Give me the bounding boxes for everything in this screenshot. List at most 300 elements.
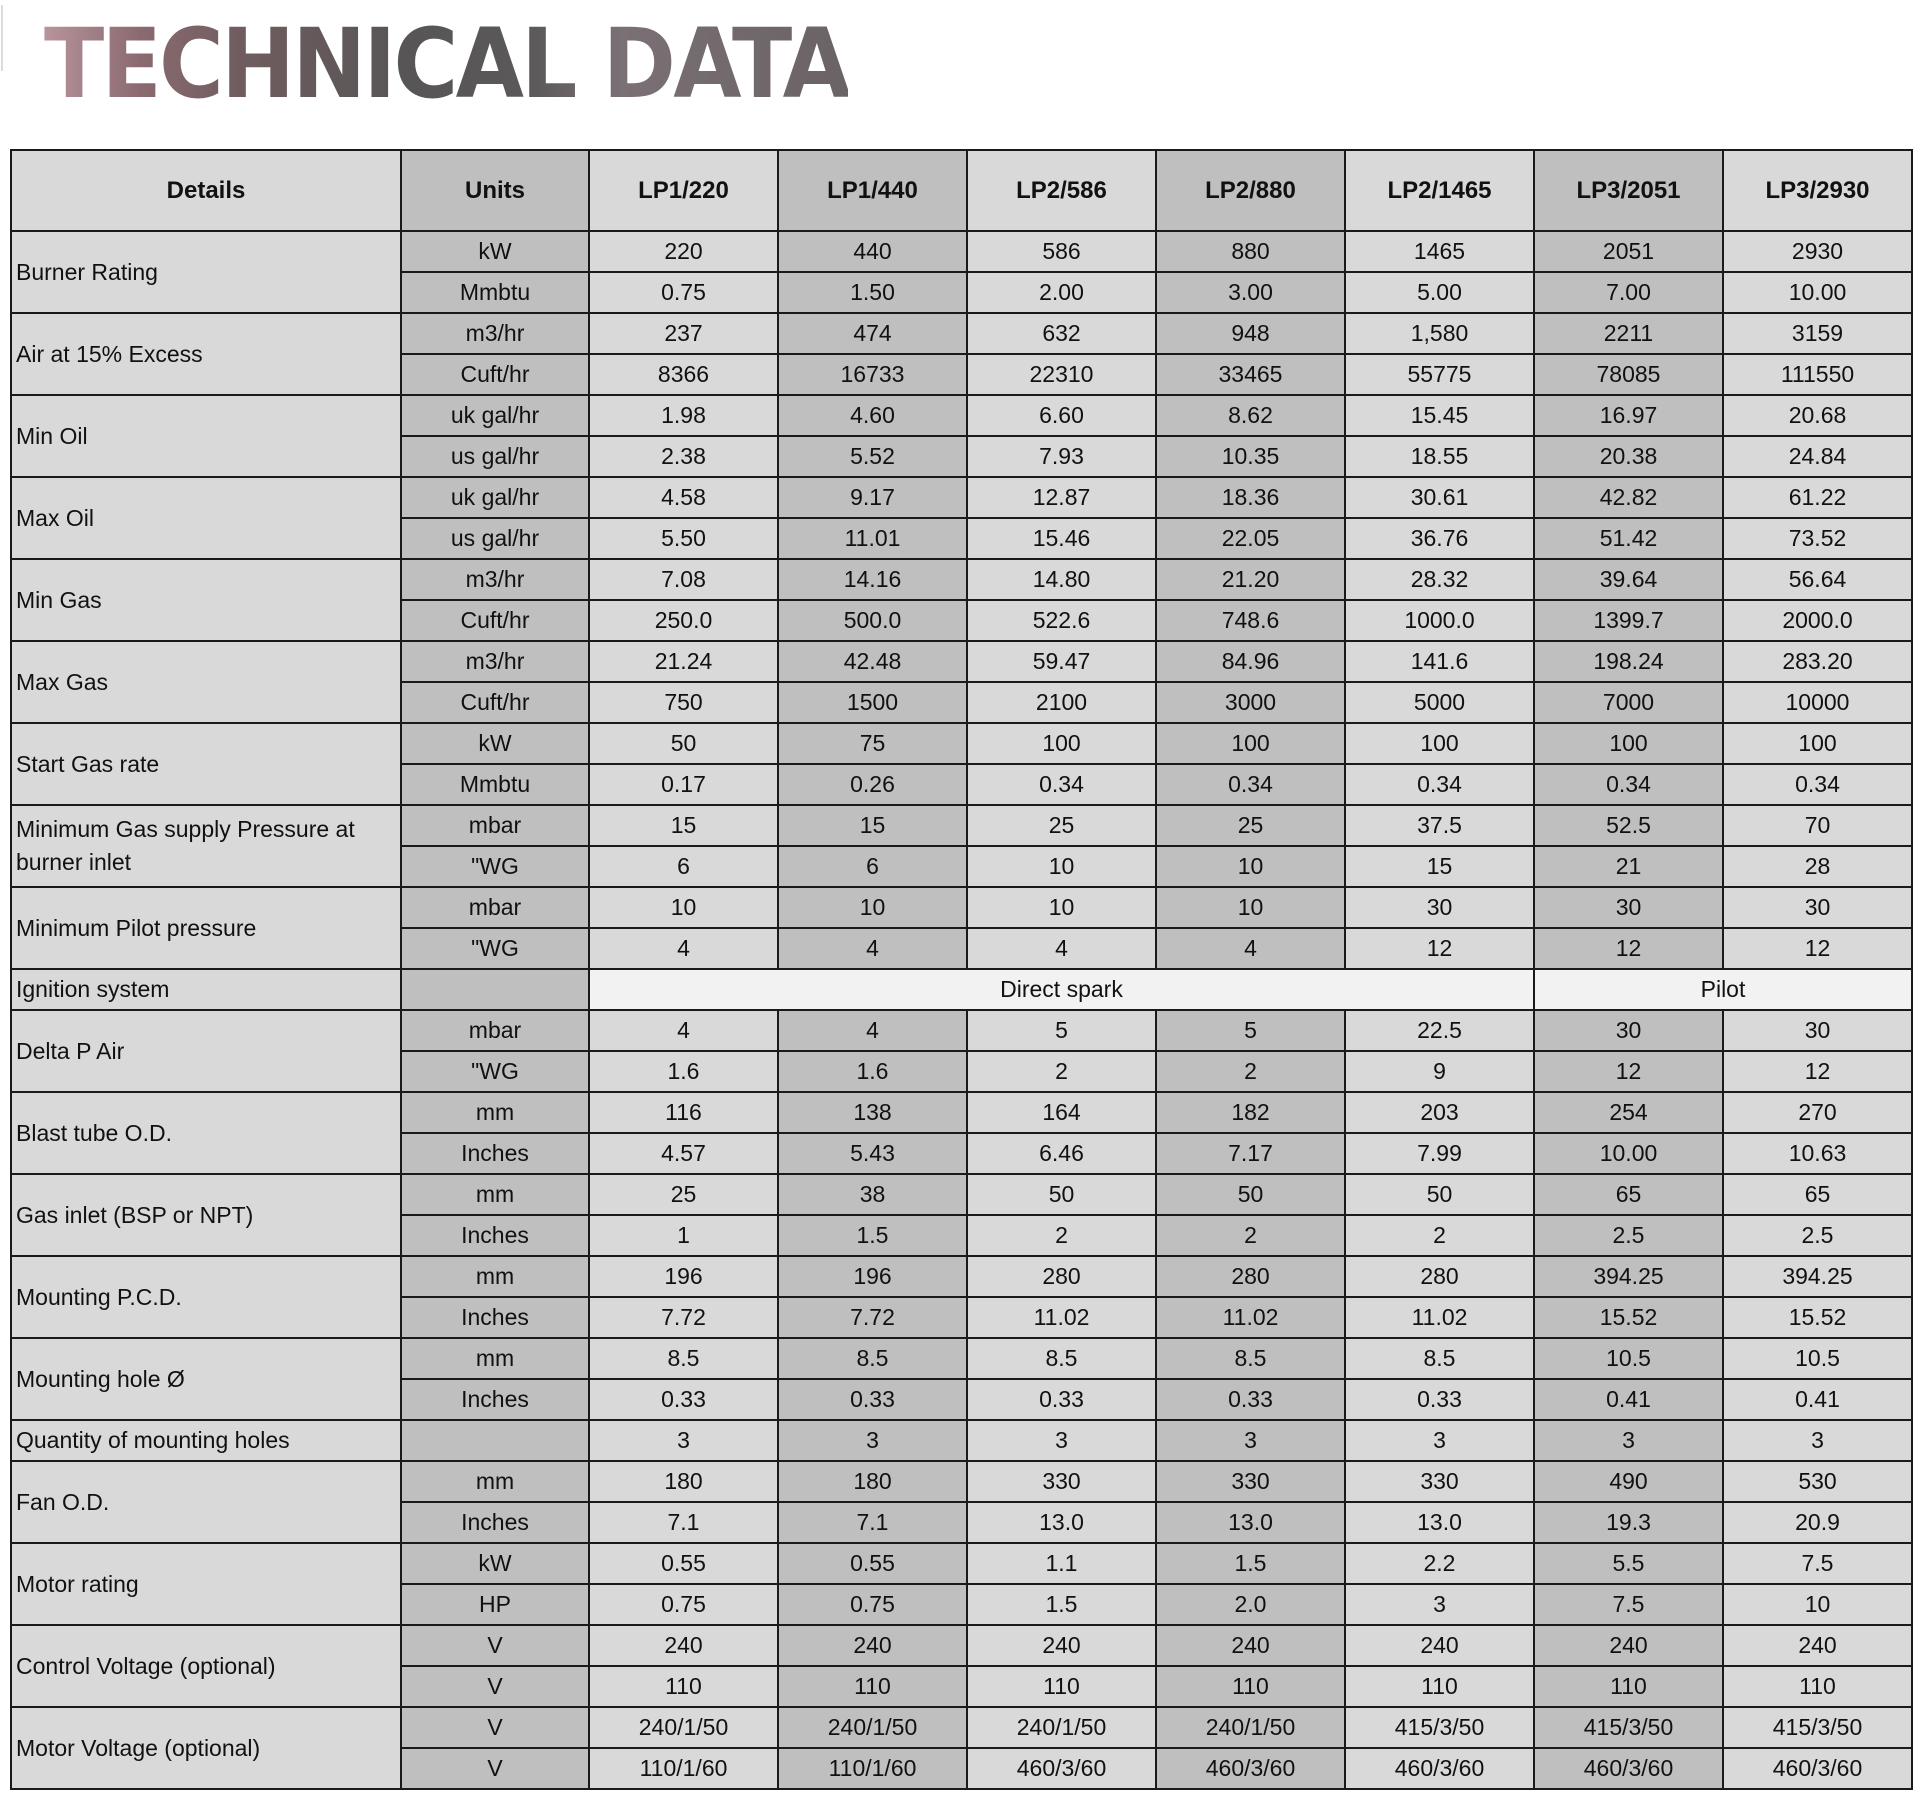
unit-cell: mbar	[401, 887, 589, 928]
value-cell: 4	[778, 928, 967, 969]
value-cell: 240	[1534, 1625, 1723, 1666]
value-cell: 3	[778, 1420, 967, 1461]
value-cell: 1.5	[1156, 1543, 1345, 1584]
unit-cell: mbar	[401, 1010, 589, 1051]
value-cell: 460/3/60	[967, 1748, 1156, 1789]
value-cell: 1000.0	[1345, 600, 1534, 641]
unit-cell: uk gal/hr	[401, 395, 589, 436]
unit-cell: Cuft/hr	[401, 354, 589, 395]
value-cell: 0.34	[1534, 764, 1723, 805]
value-cell: 110	[589, 1666, 778, 1707]
value-cell: 22.5	[1345, 1010, 1534, 1051]
value-cell: 42.48	[778, 641, 967, 682]
value-cell: 460/3/60	[1534, 1748, 1723, 1789]
table-row	[11, 723, 1912, 764]
value-cell: 7.17	[1156, 1133, 1345, 1174]
value-cell: 10	[1156, 887, 1345, 928]
value-cell: 5.43	[778, 1133, 967, 1174]
value-cell: 12	[1534, 1051, 1723, 1092]
value-cell: 30	[1723, 887, 1912, 928]
row-label: Motor Voltage (optional)	[11, 1707, 401, 1789]
row-label: Control Voltage (optional)	[11, 1625, 401, 1707]
value-cell: 52.5	[1534, 805, 1723, 846]
value-cell: 0.17	[589, 764, 778, 805]
unit-cell: Inches	[401, 1379, 589, 1420]
row-label: Blast tube O.D.	[11, 1092, 401, 1174]
value-cell: 4	[967, 928, 1156, 969]
value-cell: 240	[589, 1625, 778, 1666]
value-cell: 65	[1723, 1174, 1912, 1215]
value-cell: 7.93	[967, 436, 1156, 477]
value-cell: 9	[1345, 1051, 1534, 1092]
unit-cell: "WG	[401, 1051, 589, 1092]
value-cell: 8.5	[589, 1338, 778, 1379]
value-cell: 5.5	[1534, 1543, 1723, 1584]
unit-cell: m3/hr	[401, 313, 589, 354]
value-cell: 59.47	[967, 641, 1156, 682]
value-cell: 440	[778, 231, 967, 272]
value-cell: 2.0	[1156, 1584, 1345, 1625]
value-cell: 10.5	[1534, 1338, 1723, 1379]
value-cell: 8.5	[1156, 1338, 1345, 1379]
unit-cell: mm	[401, 1174, 589, 1215]
value-cell: 3	[1345, 1420, 1534, 1461]
value-cell: 15.52	[1723, 1297, 1912, 1338]
unit-cell	[401, 969, 589, 1010]
value-cell: 394.25	[1534, 1256, 1723, 1297]
value-cell: 250.0	[589, 600, 778, 641]
value-cell: 50	[967, 1174, 1156, 1215]
value-cell: 15.52	[1534, 1297, 1723, 1338]
value-cell: 116	[589, 1092, 778, 1133]
table-row	[11, 641, 1912, 682]
value-cell: 203	[1345, 1092, 1534, 1133]
value-cell: 1.6	[778, 1051, 967, 1092]
row-label: Min Gas	[11, 559, 401, 641]
value-cell: 9.17	[778, 477, 967, 518]
row-label: Gas inlet (BSP or NPT)	[11, 1174, 401, 1256]
value-cell: 4.57	[589, 1133, 778, 1174]
unit-cell: m3/hr	[401, 559, 589, 600]
value-cell: 7.1	[778, 1502, 967, 1543]
row-label: Max Gas	[11, 641, 401, 723]
table-row	[11, 1461, 1912, 1502]
value-cell: 240/1/50	[778, 1707, 967, 1748]
value-cell: 2.38	[589, 436, 778, 477]
value-cell: 632	[967, 313, 1156, 354]
value-cell: 37.5	[1345, 805, 1534, 846]
value-cell: 42.82	[1534, 477, 1723, 518]
value-cell: 240	[967, 1625, 1156, 1666]
header-model: LP3/2051	[1534, 150, 1723, 231]
value-cell: 330	[967, 1461, 1156, 1502]
value-cell: 2.00	[967, 272, 1156, 313]
value-cell: 10.00	[1534, 1133, 1723, 1174]
value-cell: 10	[1156, 846, 1345, 887]
header-model: LP1/220	[589, 150, 778, 231]
row-label: Motor rating	[11, 1543, 401, 1625]
value-cell: 19.3	[1534, 1502, 1723, 1543]
value-cell: 110	[1723, 1666, 1912, 1707]
value-cell: 880	[1156, 231, 1345, 272]
unit-cell: m3/hr	[401, 641, 589, 682]
value-cell: 330	[1156, 1461, 1345, 1502]
unit-cell: kW	[401, 723, 589, 764]
table-row	[11, 969, 1912, 1010]
value-cell: 39.64	[1534, 559, 1723, 600]
value-cell: 10.5	[1723, 1338, 1912, 1379]
value-cell: 73.52	[1723, 518, 1912, 559]
value-cell: 8.62	[1156, 395, 1345, 436]
value-cell: 164	[967, 1092, 1156, 1133]
value-cell: 111550	[1723, 354, 1912, 395]
value-cell: 10	[589, 887, 778, 928]
value-cell: 38	[778, 1174, 967, 1215]
value-cell: 15	[778, 805, 967, 846]
value-cell: 10000	[1723, 682, 1912, 723]
unit-cell: Cuft/hr	[401, 600, 589, 641]
value-cell: 1,580	[1345, 313, 1534, 354]
value-cell: 2	[967, 1051, 1156, 1092]
value-cell: 196	[589, 1256, 778, 1297]
value-cell: 0.41	[1534, 1379, 1723, 1420]
row-label: Air at 15% Excess	[11, 313, 401, 395]
value-cell: 0.75	[778, 1584, 967, 1625]
value-cell: 2.5	[1723, 1215, 1912, 1256]
value-cell: 100	[1345, 723, 1534, 764]
value-cell: 490	[1534, 1461, 1723, 1502]
row-label: Mounting P.C.D.	[11, 1256, 401, 1338]
value-cell: 8366	[589, 354, 778, 395]
value-cell: 280	[1156, 1256, 1345, 1297]
value-cell: 1.5	[778, 1215, 967, 1256]
value-cell: 21	[1534, 846, 1723, 887]
value-cell: 240	[778, 1625, 967, 1666]
unit-cell: mm	[401, 1092, 589, 1133]
value-cell: 254	[1534, 1092, 1723, 1133]
value-cell: 7.72	[778, 1297, 967, 1338]
value-cell: 2211	[1534, 313, 1723, 354]
value-cell: 5.50	[589, 518, 778, 559]
value-cell: 28	[1723, 846, 1912, 887]
value-cell: 2.5	[1534, 1215, 1723, 1256]
value-cell: 10	[1723, 1584, 1912, 1625]
table-row	[11, 887, 1912, 928]
table-row	[11, 1338, 1912, 1379]
value-cell: 5	[1156, 1010, 1345, 1051]
unit-cell: kW	[401, 231, 589, 272]
value-cell: 0.33	[1345, 1379, 1534, 1420]
value-cell: 61.22	[1723, 477, 1912, 518]
value-cell: 24.84	[1723, 436, 1912, 477]
value-cell: 240	[1345, 1625, 1534, 1666]
value-cell: 18.55	[1345, 436, 1534, 477]
value-cell: 748.6	[1156, 600, 1345, 641]
unit-cell: mm	[401, 1256, 589, 1297]
merged-value-cell: Pilot	[1534, 969, 1912, 1010]
row-label: Quantity of mounting holes	[11, 1420, 401, 1461]
value-cell: 110	[1534, 1666, 1723, 1707]
value-cell: 7.5	[1723, 1543, 1912, 1584]
unit-cell: "WG	[401, 846, 589, 887]
value-cell: 20.9	[1723, 1502, 1912, 1543]
value-cell: 3	[1723, 1420, 1912, 1461]
value-cell: 394.25	[1723, 1256, 1912, 1297]
table-row	[11, 477, 1912, 518]
unit-cell: us gal/hr	[401, 436, 589, 477]
value-cell: 10.35	[1156, 436, 1345, 477]
table-row	[11, 1420, 1912, 1461]
value-cell: 110	[1345, 1666, 1534, 1707]
header-model: LP2/586	[967, 150, 1156, 231]
value-cell: 415/3/50	[1723, 1707, 1912, 1748]
value-cell: 1.98	[589, 395, 778, 436]
table-row	[11, 805, 1912, 846]
value-cell: 237	[589, 313, 778, 354]
row-label: Min Oil	[11, 395, 401, 477]
value-cell: 0.34	[1345, 764, 1534, 805]
value-cell: 3	[967, 1420, 1156, 1461]
value-cell: 3	[1534, 1420, 1723, 1461]
value-cell: 11.02	[1345, 1297, 1534, 1338]
value-cell: 4.58	[589, 477, 778, 518]
value-cell: 110	[1156, 1666, 1345, 1707]
value-cell: 10.63	[1723, 1133, 1912, 1174]
table-row	[11, 395, 1912, 436]
value-cell: 12	[1345, 928, 1534, 969]
value-cell: 14.80	[967, 559, 1156, 600]
value-cell: 1	[589, 1215, 778, 1256]
value-cell: 138	[778, 1092, 967, 1133]
row-label: Delta P Air	[11, 1010, 401, 1092]
value-cell: 240/1/50	[1156, 1707, 1345, 1748]
table-row	[11, 1256, 1912, 1297]
value-cell: 110/1/60	[589, 1748, 778, 1789]
header-model: LP3/2930	[1723, 150, 1912, 231]
value-cell: 5	[967, 1010, 1156, 1051]
value-cell: 30.61	[1345, 477, 1534, 518]
value-cell: 2000.0	[1723, 600, 1912, 641]
unit-cell: Inches	[401, 1502, 589, 1543]
value-cell: 283.20	[1723, 641, 1912, 682]
value-cell: 0.33	[778, 1379, 967, 1420]
table-row	[11, 1174, 1912, 1215]
unit-cell: mm	[401, 1338, 589, 1379]
value-cell: 13.0	[967, 1502, 1156, 1543]
row-label: Ignition system	[11, 969, 401, 1010]
value-cell: 3159	[1723, 313, 1912, 354]
value-cell: 12	[1534, 928, 1723, 969]
value-cell: 33465	[1156, 354, 1345, 395]
value-cell: 8.5	[1345, 1338, 1534, 1379]
unit-cell: V	[401, 1707, 589, 1748]
value-cell: 1465	[1345, 231, 1534, 272]
row-label: Mounting hole Ø	[11, 1338, 401, 1420]
value-cell: 3	[589, 1420, 778, 1461]
value-cell: 1399.7	[1534, 600, 1723, 641]
value-cell: 415/3/50	[1534, 1707, 1723, 1748]
header-units: Units	[401, 150, 589, 231]
value-cell: 65	[1534, 1174, 1723, 1215]
row-label: Fan O.D.	[11, 1461, 401, 1543]
value-cell: 100	[1723, 723, 1912, 764]
value-cell: 522.6	[967, 600, 1156, 641]
value-cell: 50	[1345, 1174, 1534, 1215]
value-cell: 2	[1156, 1051, 1345, 1092]
value-cell: 10	[967, 846, 1156, 887]
value-cell: 2	[1156, 1215, 1345, 1256]
value-cell: 2	[967, 1215, 1156, 1256]
value-cell: 1.50	[778, 272, 967, 313]
value-cell: 30	[1723, 1010, 1912, 1051]
value-cell: 50	[589, 723, 778, 764]
value-cell: 415/3/50	[1345, 1707, 1534, 1748]
value-cell: 3	[1345, 1584, 1534, 1625]
value-cell: 3000	[1156, 682, 1345, 723]
table-row	[11, 1543, 1912, 1584]
value-cell: 141.6	[1345, 641, 1534, 682]
value-cell: 180	[778, 1461, 967, 1502]
unit-cell: Inches	[401, 1297, 589, 1338]
value-cell: 5000	[1345, 682, 1534, 723]
header-model: LP2/880	[1156, 150, 1345, 231]
value-cell: 240	[1156, 1625, 1345, 1666]
value-cell: 20.68	[1723, 395, 1912, 436]
value-cell: 280	[1345, 1256, 1534, 1297]
value-cell: 110	[778, 1666, 967, 1707]
value-cell: 13.0	[1156, 1502, 1345, 1543]
value-cell: 0.41	[1723, 1379, 1912, 1420]
value-cell: 6.46	[967, 1133, 1156, 1174]
value-cell: 1500	[778, 682, 967, 723]
value-cell: 78085	[1534, 354, 1723, 395]
table-row	[11, 231, 1912, 272]
value-cell: 7.08	[589, 559, 778, 600]
value-cell: 6.60	[967, 395, 1156, 436]
value-cell: 240/1/50	[589, 1707, 778, 1748]
value-cell: 4	[778, 1010, 967, 1051]
value-cell: 8.5	[778, 1338, 967, 1379]
value-cell: 240	[1723, 1625, 1912, 1666]
value-cell: 110	[967, 1666, 1156, 1707]
value-cell: 100	[1156, 723, 1345, 764]
unit-cell: Inches	[401, 1215, 589, 1256]
value-cell: 30	[1534, 1010, 1723, 1051]
header-row	[11, 150, 1912, 231]
value-cell: 0.75	[589, 1584, 778, 1625]
value-cell: 10	[778, 887, 967, 928]
value-cell: 25	[1156, 805, 1345, 846]
value-cell: 2	[1345, 1215, 1534, 1256]
value-cell: 270	[1723, 1092, 1912, 1133]
value-cell: 3.00	[1156, 272, 1345, 313]
row-label: Max Oil	[11, 477, 401, 559]
row-label: Start Gas rate	[11, 723, 401, 805]
value-cell: 750	[589, 682, 778, 723]
value-cell: 280	[967, 1256, 1156, 1297]
value-cell: 330	[1345, 1461, 1534, 1502]
value-cell: 474	[778, 313, 967, 354]
value-cell: 7.72	[589, 1297, 778, 1338]
value-cell: 0.33	[967, 1379, 1156, 1420]
value-cell: 0.34	[1723, 764, 1912, 805]
value-cell: 110/1/60	[778, 1748, 967, 1789]
value-cell: 4	[589, 928, 778, 969]
value-cell: 4	[589, 1010, 778, 1051]
value-cell: 15.46	[967, 518, 1156, 559]
value-cell: 12	[1723, 928, 1912, 969]
unit-cell: kW	[401, 1543, 589, 1584]
value-cell: 1.6	[589, 1051, 778, 1092]
value-cell: 0.33	[1156, 1379, 1345, 1420]
value-cell: 15	[589, 805, 778, 846]
value-cell: 11.02	[1156, 1297, 1345, 1338]
value-cell: 28.32	[1345, 559, 1534, 600]
value-cell: 6	[589, 846, 778, 887]
unit-cell: mm	[401, 1461, 589, 1502]
value-cell: 0.26	[778, 764, 967, 805]
table-row	[11, 1010, 1912, 1051]
value-cell: 15	[1345, 846, 1534, 887]
value-cell: 182	[1156, 1092, 1345, 1133]
value-cell: 25	[967, 805, 1156, 846]
technical-data-table	[10, 149, 1913, 1790]
table-row	[11, 1625, 1912, 1666]
unit-cell: Mmbtu	[401, 272, 589, 313]
row-label: Minimum Gas supply Pressure at burner inlet	[11, 805, 401, 887]
value-cell: 5.00	[1345, 272, 1534, 313]
value-cell: 100	[967, 723, 1156, 764]
value-cell: 10	[967, 887, 1156, 928]
value-cell: 7.99	[1345, 1133, 1534, 1174]
value-cell: 0.33	[589, 1379, 778, 1420]
value-cell: 530	[1723, 1461, 1912, 1502]
value-cell: 12	[1723, 1051, 1912, 1092]
value-cell: 20.38	[1534, 436, 1723, 477]
unit-cell: Inches	[401, 1133, 589, 1174]
value-cell: 500.0	[778, 600, 967, 641]
unit-cell: Cuft/hr	[401, 682, 589, 723]
value-cell: 460/3/60	[1723, 1748, 1912, 1789]
table-row	[11, 313, 1912, 354]
value-cell: 11.02	[967, 1297, 1156, 1338]
value-cell: 3	[1156, 1420, 1345, 1461]
value-cell: 220	[589, 231, 778, 272]
value-cell: 2100	[967, 682, 1156, 723]
value-cell: 1.5	[967, 1584, 1156, 1625]
unit-cell: V	[401, 1748, 589, 1789]
value-cell: 16.97	[1534, 395, 1723, 436]
value-cell: 7.5	[1534, 1584, 1723, 1625]
unit-cell: V	[401, 1666, 589, 1707]
value-cell: 22310	[967, 354, 1156, 395]
value-cell: 2051	[1534, 231, 1723, 272]
value-cell: 180	[589, 1461, 778, 1502]
value-cell: 30	[1534, 887, 1723, 928]
value-cell: 948	[1156, 313, 1345, 354]
value-cell: 11.01	[778, 518, 967, 559]
value-cell: 7000	[1534, 682, 1723, 723]
value-cell: 70	[1723, 805, 1912, 846]
table-body	[11, 231, 1912, 1789]
value-cell: 0.34	[967, 764, 1156, 805]
value-cell: 56.64	[1723, 559, 1912, 600]
value-cell: 13.0	[1345, 1502, 1534, 1543]
value-cell: 1.1	[967, 1543, 1156, 1584]
value-cell: 14.16	[778, 559, 967, 600]
value-cell: 30	[1345, 887, 1534, 928]
value-cell: 196	[778, 1256, 967, 1297]
